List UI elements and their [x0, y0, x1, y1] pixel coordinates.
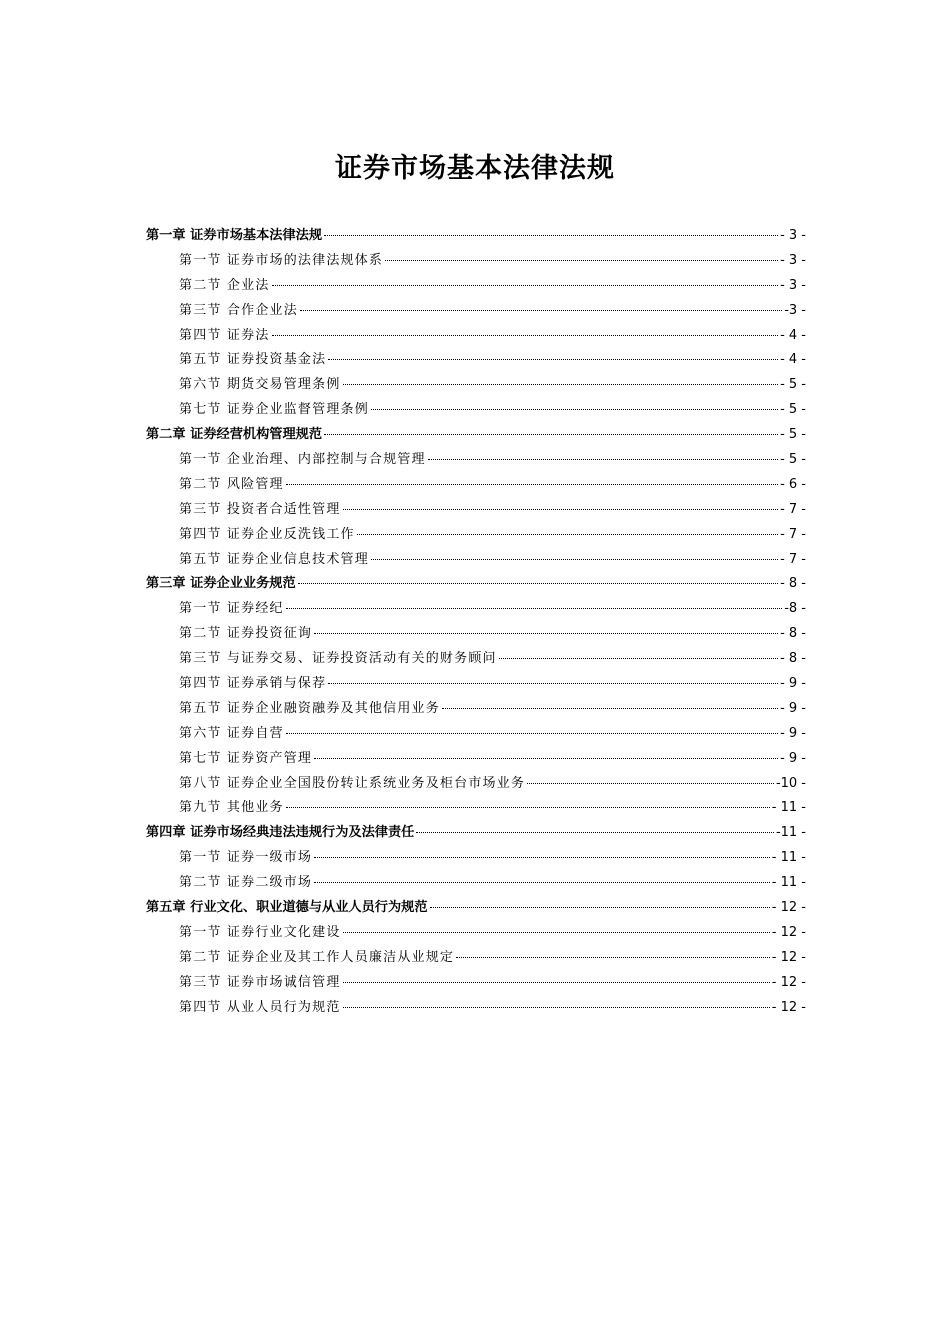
toc-section-entry[interactable] — [146, 846, 806, 871]
dot-leader — [428, 459, 778, 460]
toc-page-number: - 9 - — [780, 676, 806, 692]
toc-entry-label: 第二节 证券企业及其工作人员廉洁从业规定 — [179, 949, 455, 965]
toc-entry-label: 第四节 证券承销与保荐 — [179, 676, 327, 692]
dot-leader — [416, 832, 774, 833]
dot-leader — [314, 633, 778, 634]
toc-entry-label: 第三节 合作企业法 — [179, 302, 298, 318]
toc-entry-label: 第一章 证券市场基本法律法规 — [146, 228, 323, 243]
toc-section-entry[interactable] — [146, 398, 806, 423]
toc-section-entry[interactable] — [146, 473, 806, 498]
toc-page-number: - 3 - — [780, 228, 806, 243]
toc-chapter-entry[interactable] — [146, 821, 806, 846]
toc-section-entry[interactable] — [146, 498, 806, 523]
toc-entry-label: 第七节 证券资产管理 — [179, 750, 313, 766]
toc-section-entry[interactable] — [146, 622, 806, 647]
toc-section-entry[interactable] — [146, 324, 806, 349]
toc-page-number: - 12 - — [771, 900, 806, 916]
dot-leader — [324, 434, 778, 435]
toc-entry-label: 第四节 证券法 — [179, 327, 270, 343]
dot-leader — [272, 335, 779, 336]
dot-leader — [343, 1007, 770, 1008]
toc-section-entry[interactable] — [146, 647, 806, 672]
toc-entry-label: 第二章 证券经营机构管理规范 — [146, 427, 323, 443]
toc-section-entry[interactable] — [146, 996, 806, 1021]
toc-page-number: - 7 - — [780, 526, 806, 542]
dot-leader — [324, 235, 778, 236]
toc-section-entry[interactable] — [146, 348, 806, 373]
dot-leader — [272, 285, 779, 286]
toc-entry-label: 第一节 企业治理、内部控制与合规管理 — [179, 452, 426, 468]
toc-page-number: - 8 - — [780, 626, 806, 642]
toc-entry-label: 第一节 证券行业文化建设 — [179, 924, 341, 940]
toc-entry-label: 第六节 期货交易管理条例 — [179, 377, 341, 393]
toc-section-entry[interactable] — [146, 448, 806, 473]
toc-section-entry[interactable] — [146, 921, 806, 946]
toc-page-number: - 12 - — [771, 974, 806, 990]
toc-entry-label: 第五节 证券企业信息技术管理 — [179, 551, 369, 567]
toc-section-entry[interactable] — [146, 523, 806, 548]
table-of-contents — [146, 224, 806, 1021]
dot-leader — [430, 907, 770, 908]
toc-section-entry[interactable] — [146, 548, 806, 573]
dot-leader — [286, 733, 778, 734]
toc-page-number: - 5 - — [780, 427, 806, 443]
dot-leader — [385, 260, 778, 261]
dot-leader — [371, 559, 778, 560]
toc-section-entry[interactable] — [146, 747, 806, 772]
toc-page-number: - 12 - — [771, 924, 806, 940]
dot-leader — [300, 310, 782, 311]
toc-page-number: - 9 - — [780, 725, 806, 741]
toc-section-entry[interactable] — [146, 871, 806, 896]
toc-page-number: -3 - — [784, 302, 806, 318]
toc-entry-label: 第五章 行业文化、职业道德与从业人员行为规范 — [146, 900, 428, 916]
toc-page-number: -10 - — [775, 775, 806, 791]
toc-entry-label: 第五节 证券投资基金法 — [179, 352, 327, 368]
toc-entry-label: 第一节 证券经纪 — [179, 601, 284, 617]
dot-leader — [286, 608, 782, 609]
toc-entry-label: 第七节 证券企业监督管理条例 — [179, 402, 369, 418]
toc-entry-label: 第八节 证券企业全国股份转让系统业务及柜台市场业务 — [179, 775, 526, 791]
toc-page-number: - 4 - — [780, 327, 806, 343]
toc-section-entry[interactable] — [146, 274, 806, 299]
dot-leader — [343, 982, 770, 983]
toc-entry-label: 第三节 投资者合适性管理 — [179, 501, 341, 517]
toc-page-number: - 6 - — [780, 476, 806, 492]
dot-leader — [527, 783, 774, 784]
dot-leader — [328, 683, 778, 684]
toc-entry-label: 第九节 其他业务 — [179, 800, 284, 816]
toc-page-number: - 8 - — [780, 576, 806, 592]
dot-leader — [357, 534, 778, 535]
dot-leader — [343, 509, 779, 510]
toc-section-entry[interactable] — [146, 722, 806, 747]
toc-entry-label: 第一节 证券一级市场 — [179, 850, 313, 866]
dot-leader — [286, 484, 778, 485]
toc-chapter-entry[interactable] — [146, 423, 806, 448]
toc-section-entry[interactable] — [146, 971, 806, 996]
toc-page-number: - 12 - — [771, 999, 806, 1015]
toc-section-entry[interactable] — [146, 796, 806, 821]
toc-page-number: - 7 - — [780, 501, 806, 517]
dot-leader — [456, 957, 770, 958]
dot-leader — [371, 409, 778, 410]
toc-page-number: - 7 - — [780, 551, 806, 567]
toc-entry-label: 第二节 风险管理 — [179, 476, 284, 492]
toc-entry-label: 第三章 证券企业业务规范 — [146, 576, 296, 592]
toc-page-number: - 8 - — [780, 651, 806, 667]
toc-entry-label: 第六节 证券自营 — [179, 725, 284, 741]
toc-page-number: - 5 - — [780, 402, 806, 418]
toc-entry-label: 第二节 证券投资征询 — [179, 626, 313, 642]
dot-leader — [314, 857, 770, 858]
toc-page-number: -11 - — [775, 825, 806, 841]
toc-page-number: - 5 - — [780, 377, 806, 393]
dot-leader — [442, 708, 778, 709]
toc-section-entry[interactable] — [146, 946, 806, 971]
toc-entry-label: 第四节 从业人员行为规范 — [179, 999, 341, 1015]
toc-section-entry[interactable] — [146, 697, 806, 722]
dot-leader — [286, 807, 770, 808]
toc-page-number: - 5 - — [780, 452, 806, 468]
toc-page-number: -8 - — [784, 601, 806, 617]
toc-chapter-entry[interactable] — [146, 572, 806, 597]
toc-section-entry[interactable] — [146, 772, 806, 797]
toc-chapter-entry[interactable] — [146, 224, 806, 249]
toc-section-entry[interactable] — [146, 299, 806, 324]
toc-entry-label: 第二节 企业法 — [179, 277, 270, 293]
toc-entry-label: 第五节 证券企业融资融券及其他信用业务 — [179, 700, 440, 716]
dot-leader — [314, 882, 770, 883]
toc-entry-label: 第一节 证券市场的法律法规体系 — [179, 252, 384, 268]
toc-page-number: - 4 - — [780, 352, 806, 368]
toc-entry-label: 第四章 证券市场经典违法违规行为及法律责任 — [146, 825, 415, 841]
dot-leader — [343, 932, 770, 933]
dot-leader — [328, 359, 778, 360]
toc-page-number: - 11 - — [771, 800, 806, 816]
toc-page-number: - 9 - — [780, 750, 806, 766]
toc-page-number: - 11 - — [771, 850, 806, 866]
toc-section-entry[interactable] — [146, 672, 806, 697]
toc-page-number: - 12 - — [771, 949, 806, 965]
toc-page-number: - 11 - — [771, 875, 806, 891]
toc-section-entry[interactable] — [146, 249, 806, 274]
dot-leader — [499, 658, 778, 659]
toc-page-number: - 9 - — [780, 700, 806, 716]
toc-entry-label: 第三节 与证券交易、证券投资活动有关的财务顾问 — [179, 651, 497, 667]
dot-leader — [314, 758, 778, 759]
toc-page-number: - 3 - — [780, 277, 806, 293]
dot-leader — [343, 384, 779, 385]
toc-section-entry[interactable] — [146, 373, 806, 398]
toc-chapter-entry[interactable] — [146, 896, 806, 921]
toc-entry-label: 第三节 证券市场诚信管理 — [179, 974, 341, 990]
page-title: 证券市场基本法律法规 — [335, 153, 615, 185]
toc-entry-label: 第四节 证券企业反洗钱工作 — [179, 526, 355, 542]
toc-page-number: - 3 - — [780, 252, 806, 268]
toc-section-entry[interactable] — [146, 597, 806, 622]
toc-entry-label: 第二节 证券二级市场 — [179, 875, 313, 891]
dot-leader — [298, 583, 778, 584]
